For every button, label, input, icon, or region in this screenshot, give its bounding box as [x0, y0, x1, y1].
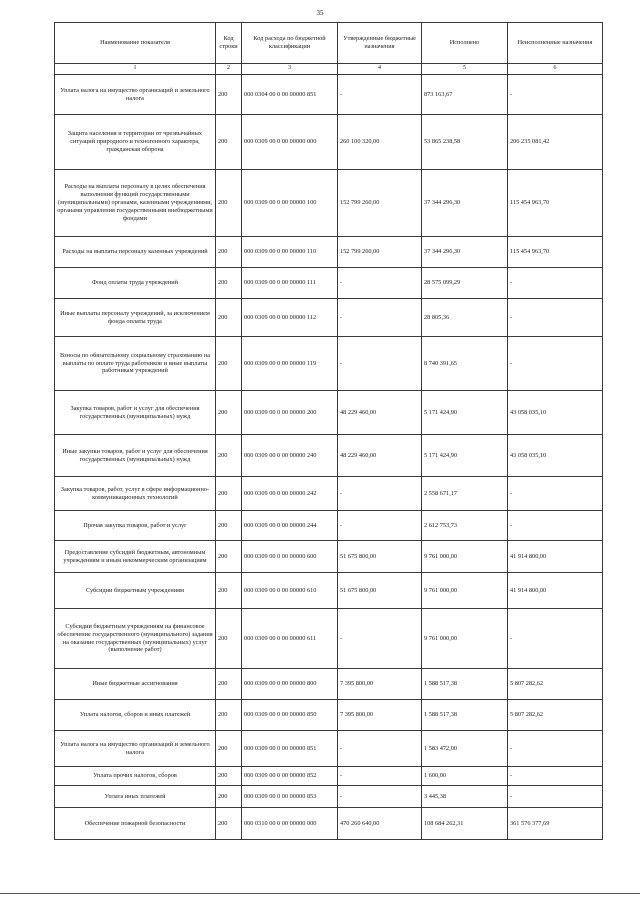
row-line-code: 200 — [216, 299, 242, 337]
row-unexecuted: - — [508, 268, 603, 299]
table-row — [55, 170, 603, 237]
column-number: 4 — [338, 64, 422, 75]
row-executed: 1 588 517,38 — [422, 700, 508, 731]
row-unexecuted: 361 576 377,69 — [508, 808, 603, 840]
row-unexecuted: - — [508, 511, 603, 541]
row-budget-code: 000 0309 00 0 00 00000 000 — [242, 115, 338, 170]
row-executed: 28 575 099,29 — [422, 268, 508, 299]
row-line-code: 200 — [216, 75, 242, 115]
table-row — [55, 808, 603, 840]
column-number: 2 — [216, 64, 242, 75]
row-name: Защита населения и территории от чрезвычайных ситуаций природного и техногенного характера, гражданская оборона — [55, 115, 216, 170]
column-number: 1 — [55, 64, 216, 75]
row-approved: - — [338, 477, 422, 511]
table-row — [55, 541, 603, 573]
row-approved: 51 675 800,00 — [338, 573, 422, 609]
row-name: Субсидии бюджетным учреждениям на финансовое обеспечение государственного (муниципального) задания на оказание государственных (муниципальных) услуг (выполнение работ) — [55, 609, 216, 669]
row-name: Предоставление субсидий бюджетным, автономным учреждениям и иным некоммерческим организациям — [55, 541, 216, 573]
row-line-code: 200 — [216, 541, 242, 573]
row-unexecuted: - — [508, 767, 603, 786]
table-row — [55, 268, 603, 299]
row-budget-code: 000 0309 00 0 00 00000 244 — [242, 511, 338, 541]
header-name: Наименование показателя — [55, 23, 216, 64]
row-unexecuted: 115 454 963,70 — [508, 237, 603, 268]
column-number: 3 — [242, 64, 338, 75]
row-budget-code: 000 0309 00 0 00 00000 600 — [242, 541, 338, 573]
row-approved: 7 395 800,00 — [338, 700, 422, 731]
row-executed: 8 740 391,65 — [422, 337, 508, 391]
row-executed: 1 600,00 — [422, 767, 508, 786]
row-line-code: 200 — [216, 237, 242, 268]
row-line-code: 200 — [216, 767, 242, 786]
row-unexecuted: - — [508, 731, 603, 767]
row-approved: - — [338, 731, 422, 767]
row-approved: - — [338, 75, 422, 115]
row-line-code: 200 — [216, 115, 242, 170]
row-executed: 108 684 262,31 — [422, 808, 508, 840]
row-executed: 9 761 000,00 — [422, 609, 508, 669]
row-line-code: 200 — [216, 609, 242, 669]
header-kbk: Код расхода по бюджетной классификации — [242, 23, 338, 64]
row-budget-code: 000 0309 00 0 00 00000 611 — [242, 609, 338, 669]
row-name: Уплата налога на имущество организаций и земельного налога — [55, 731, 216, 767]
table-row — [55, 511, 603, 541]
row-budget-code: 000 0309 00 0 00 00000 112 — [242, 299, 338, 337]
row-unexecuted: 41 914 800,00 — [508, 541, 603, 573]
row-executed: 873 163,67 — [422, 75, 508, 115]
row-name: Расходы на выплаты персоналу в целях обеспечения выполнения функций государственными (муниципальными) органами, казенными учреждениями, органами управления государственными внебюджетными фондами — [55, 170, 216, 237]
table-row — [55, 786, 603, 808]
row-budget-code: 000 0309 00 0 00 00000 853 — [242, 786, 338, 808]
header-approved: Утвержденные бюджетные назначения — [338, 23, 422, 64]
row-unexecuted: - — [508, 337, 603, 391]
row-unexecuted: - — [508, 786, 603, 808]
row-unexecuted: - — [508, 609, 603, 669]
row-budget-code: 000 0309 00 0 00 00000 200 — [242, 391, 338, 435]
page-number: 35 — [316, 9, 324, 17]
row-name: Субсидии бюджетным учреждениям — [55, 573, 216, 609]
table-row — [55, 337, 603, 391]
row-line-code: 200 — [216, 808, 242, 840]
row-budget-code: 000 0309 00 0 00 00000 119 — [242, 337, 338, 391]
row-line-code: 200 — [216, 511, 242, 541]
table-row — [55, 237, 603, 268]
row-name: Иные выплаты персоналу учреждений, за исключением фонда оплаты труда — [55, 299, 216, 337]
row-budget-code: 000 0310 00 0 00 00000 000 — [242, 808, 338, 840]
row-approved: - — [338, 511, 422, 541]
row-unexecuted: 5 807 282,62 — [508, 700, 603, 731]
table-header-row — [55, 23, 603, 64]
row-approved: 7 395 800,00 — [338, 669, 422, 700]
row-name: Фонд оплаты труда учреждений — [55, 268, 216, 299]
row-budget-code: 000 0309 00 0 00 00000 111 — [242, 268, 338, 299]
row-executed: 2 612 753,73 — [422, 511, 508, 541]
row-executed: 1 583 472,00 — [422, 731, 508, 767]
row-budget-code: 000 0309 00 0 00 00000 850 — [242, 700, 338, 731]
row-line-code: 200 — [216, 337, 242, 391]
budget-execution-table — [54, 22, 603, 840]
row-line-code: 200 — [216, 700, 242, 731]
table-row — [55, 115, 603, 170]
row-approved: 51 675 800,00 — [338, 541, 422, 573]
row-budget-code: 000 0309 00 0 00 00000 610 — [242, 573, 338, 609]
row-executed: 53 865 238,58 — [422, 115, 508, 170]
table-row — [55, 700, 603, 731]
row-approved: - — [338, 609, 422, 669]
table-row — [55, 731, 603, 767]
row-executed: 9 761 000,00 — [422, 541, 508, 573]
row-name: Уплата налогов, сборов и иных платежей — [55, 700, 216, 731]
table-row — [55, 669, 603, 700]
row-line-code: 200 — [216, 731, 242, 767]
table-row — [55, 75, 603, 115]
row-approved: - — [338, 767, 422, 786]
row-name: Иные закупки товаров, работ и услуг для обеспечения государственных (муниципальных) нужд — [55, 435, 216, 477]
row-budget-code: 000 0309 00 0 00 00000 800 — [242, 669, 338, 700]
row-name: Уплата прочих налогов, сборов — [55, 767, 216, 786]
row-line-code: 200 — [216, 669, 242, 700]
row-executed: 5 171 424,90 — [422, 391, 508, 435]
row-line-code: 200 — [216, 786, 242, 808]
column-numbers-row — [55, 64, 603, 75]
row-approved: - — [338, 337, 422, 391]
row-budget-code: 000 0309 00 0 00 00000 110 — [242, 237, 338, 268]
row-budget-code: 000 0309 00 0 00 00000 852 — [242, 767, 338, 786]
table-row — [55, 767, 603, 786]
column-number: 5 — [422, 64, 508, 75]
row-executed: 2 558 671,17 — [422, 477, 508, 511]
row-budget-code: 000 0309 00 0 00 00000 242 — [242, 477, 338, 511]
row-approved: 470 260 640,00 — [338, 808, 422, 840]
table-row — [55, 477, 603, 511]
row-name: Прочая закупка товаров, работ и услуг — [55, 511, 216, 541]
row-name: Уплата налога на имущество организаций и земельного налога — [55, 75, 216, 115]
table-row — [55, 609, 603, 669]
row-executed: 37 344 296,30 — [422, 237, 508, 268]
header-code: Код строки — [216, 23, 242, 64]
column-number: 6 — [508, 64, 603, 75]
row-unexecuted: 41 914 800,00 — [508, 573, 603, 609]
row-name: Взносы по обязательному социальному страхованию на выплаты по оплате труда работников и иные выплаты работникам учреждений — [55, 337, 216, 391]
row-approved: - — [338, 786, 422, 808]
row-name: Обеспечение пожарной безопасности — [55, 808, 216, 840]
row-unexecuted: 115 454 963,70 — [508, 170, 603, 237]
row-approved: - — [338, 299, 422, 337]
row-executed: 37 344 296,30 — [422, 170, 508, 237]
row-budget-code: 000 0309 00 0 00 00000 240 — [242, 435, 338, 477]
row-unexecuted: 43 058 035,10 — [508, 391, 603, 435]
row-approved: 152 799 260,00 — [338, 170, 422, 237]
row-budget-code: 000 0309 00 0 00 00000 851 — [242, 731, 338, 767]
row-budget-code: 000 0304 00 0 00 00000 851 — [242, 75, 338, 115]
row-name: Закупка товаров, работ и услуг для обеспечения государственных (муниципальных) нужд — [55, 391, 216, 435]
row-name: Иные бюджетные ассигнования — [55, 669, 216, 700]
row-line-code: 200 — [216, 170, 242, 237]
row-unexecuted: 206 235 081,42 — [508, 115, 603, 170]
row-name: Закупка товаров, работ, услуг в сфере информационно-коммуникационных технологий — [55, 477, 216, 511]
footer-rule — [0, 893, 640, 894]
row-unexecuted: 43 058 035,10 — [508, 435, 603, 477]
row-executed: 9 761 000,00 — [422, 573, 508, 609]
row-unexecuted: - — [508, 75, 603, 115]
row-approved: 48 229 460,00 — [338, 435, 422, 477]
table-row — [55, 299, 603, 337]
table-row — [55, 435, 603, 477]
row-unexecuted: - — [508, 477, 603, 511]
row-unexecuted: 5 807 282,62 — [508, 669, 603, 700]
header-unexecuted: Неисполненные назначения — [508, 23, 603, 64]
row-line-code: 200 — [216, 391, 242, 435]
header-executed: Исполнено — [422, 23, 508, 64]
row-line-code: 200 — [216, 435, 242, 477]
row-line-code: 200 — [216, 477, 242, 511]
row-line-code: 200 — [216, 268, 242, 299]
table-row — [55, 573, 603, 609]
row-unexecuted: - — [508, 299, 603, 337]
table-row — [55, 391, 603, 435]
row-approved: 260 100 320,00 — [338, 115, 422, 170]
row-budget-code: 000 0309 00 0 00 00000 100 — [242, 170, 338, 237]
row-approved: 152 799 260,00 — [338, 237, 422, 268]
row-name: Расходы на выплаты персоналу казенных учреждений — [55, 237, 216, 268]
row-approved: - — [338, 268, 422, 299]
row-line-code: 200 — [216, 573, 242, 609]
row-approved: 48 229 460,00 — [338, 391, 422, 435]
row-name: Уплата иных платежей — [55, 786, 216, 808]
row-executed: 28 805,36 — [422, 299, 508, 337]
row-executed: 3 445,38 — [422, 786, 508, 808]
row-executed: 5 171 424,90 — [422, 435, 508, 477]
row-executed: 1 588 517,38 — [422, 669, 508, 700]
